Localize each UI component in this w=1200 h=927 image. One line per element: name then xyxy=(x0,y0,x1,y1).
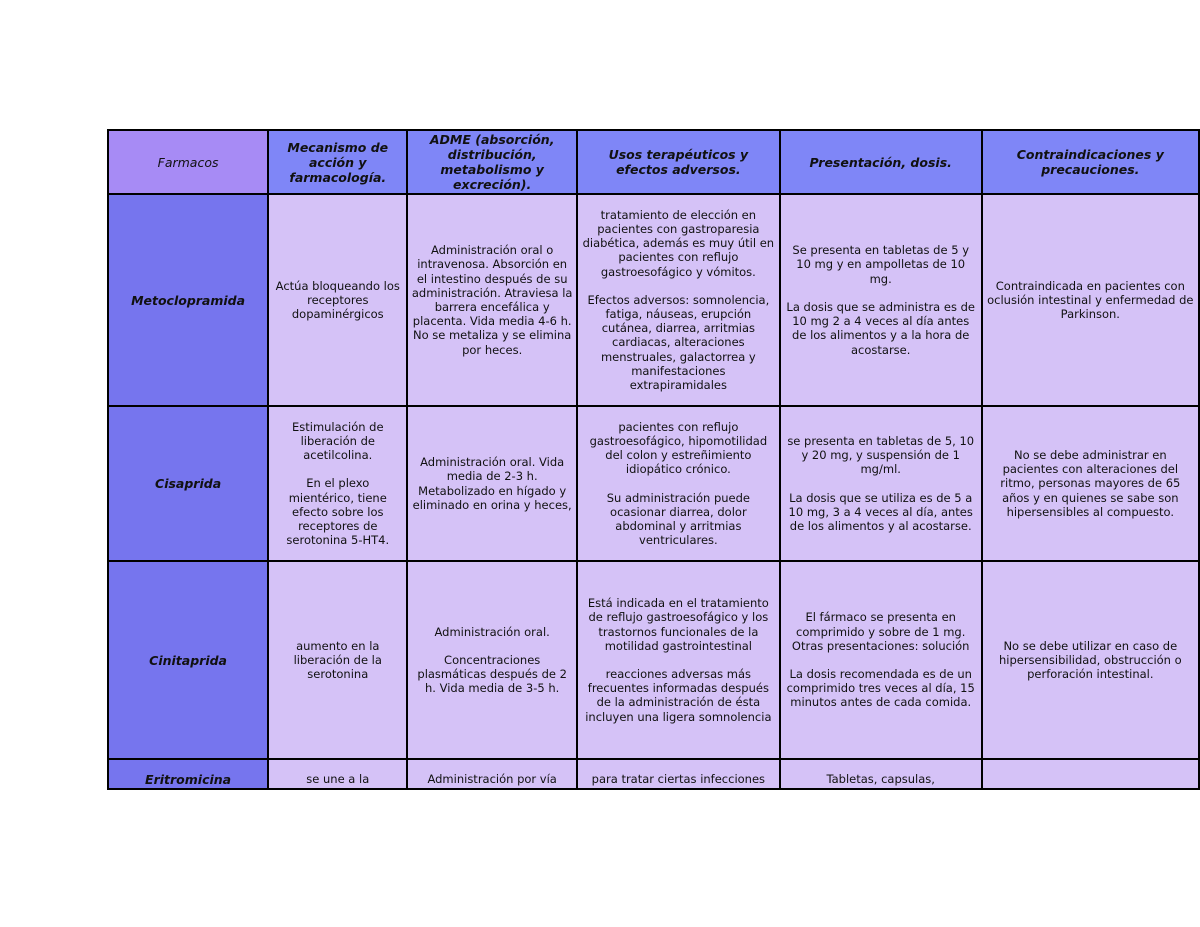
cell-paragraph: se une a la xyxy=(306,772,370,786)
drug-name: Metoclopramida xyxy=(108,194,268,406)
mechanism-cell xyxy=(268,759,407,789)
adme-cell xyxy=(407,406,577,561)
header-mecanismo: Mecanismo de acción y farmacología. xyxy=(268,130,407,194)
dose-cell xyxy=(780,759,982,789)
drug-table xyxy=(107,129,1200,790)
cell-paragraph: No se debe utilizar en caso de hipersensibilidad, obstrucción o perforación intestinal. xyxy=(998,638,1182,682)
contra-cell xyxy=(982,561,1199,759)
cell-paragraph: tratamiento de elección en pacientes con gastroparesia diabética, además es muy útil en pacientes con reflujo gastroesofágico y vómitos. xyxy=(582,207,775,279)
cell-paragraph: se presenta en tabletas de 5, 10 y 20 mg, y suspensión de 1 mg/ml. xyxy=(787,433,975,477)
cell-paragraph: para tratar ciertas infecciones xyxy=(591,772,766,786)
cell-paragraph: reacciones adversas más frecuentes informadas después de la administración de ésta incluyen una ligera somnolencia xyxy=(585,667,772,724)
drug-name: Eritromicina xyxy=(108,759,268,789)
drug-name: Cinitaprida xyxy=(108,561,268,759)
cell-paragraph: Administración oral. Vida media de 2-3 h. Metabolizado en hígado y eliminado en orina y heces, xyxy=(412,455,572,512)
header-farmacos: Farmacos xyxy=(108,130,268,194)
table-row xyxy=(108,406,1199,561)
uses-cell xyxy=(577,561,780,759)
cell-paragraph: Administración por vía xyxy=(427,772,557,786)
cell-paragraph: En el plexo mientérico, tiene efecto sobre los receptores de serotonina 5-HT4. xyxy=(286,476,390,548)
cell-paragraph: Administración oral. xyxy=(434,624,550,639)
cell-paragraph: La dosis que se administra es de 10 mg 2 a 4 veces al día antes de los alimentos y a la hora de acostarse. xyxy=(786,299,975,357)
table-row xyxy=(108,759,1199,789)
adme-cell xyxy=(407,759,577,789)
cell-paragraph: Su administración puede ocasionar diarrea, dolor abdominal y arritmias ventriculares. xyxy=(606,490,750,548)
cell-paragraph: Contraindicada en pacientes con oclusión intestinal y enfermedad de Parkinson. xyxy=(987,278,1194,322)
adme-cell xyxy=(407,561,577,759)
cell-paragraph: aumento en la liberación de la serotonina xyxy=(293,638,382,682)
cell-paragraph: La dosis recomendada es de un comprimido tres veces al día, 15 minutos antes de cada comida. xyxy=(786,667,975,710)
uses-cell xyxy=(577,194,780,406)
table-row xyxy=(108,561,1199,759)
uses-cell xyxy=(577,759,780,789)
contra-cell xyxy=(982,759,1199,789)
cell-paragraph: pacientes con reflujo gastroesofágico, hipomotilidad del colon y estreñimiento idiopático crónico. xyxy=(589,419,768,477)
header-presentacion: Presentación, dosis. xyxy=(780,130,982,194)
dose-cell xyxy=(780,561,982,759)
cell-paragraph: Estimulación de liberación de acetilcolina. xyxy=(291,419,384,463)
header-row xyxy=(108,130,1199,194)
dose-cell xyxy=(780,406,982,561)
cell-paragraph: Tabletas, capsulas, xyxy=(826,772,935,786)
uses-cell xyxy=(577,406,780,561)
dose-cell xyxy=(780,194,982,406)
drug-name: Cisaprida xyxy=(108,406,268,561)
cell-paragraph: Se presenta en tabletas de 5 y 10 mg y en ampolletas de 10 mg. xyxy=(792,243,969,286)
contra-cell xyxy=(982,406,1199,561)
mechanism-cell xyxy=(268,194,407,406)
header-adme: ADME (absorción, distribución, metabolismo y excreción). xyxy=(407,130,577,194)
adme-cell xyxy=(407,194,577,406)
cell-paragraph: No se debe administrar en pacientes con alteraciones del ritmo, personas mayores de 65 años y en quienes se sabe son hipersensibles al compuesto. xyxy=(1000,447,1181,519)
table-row xyxy=(108,194,1199,406)
cell-paragraph: Actúa bloqueando los receptores dopaminérgicos xyxy=(275,278,400,322)
mechanism-cell xyxy=(268,406,407,561)
contra-cell xyxy=(982,194,1199,406)
cell-paragraph: El fármaco se presenta en comprimido y sobre de 1 mg. Otras presentaciones: solución xyxy=(791,610,970,653)
header-usos: Usos terapéuticos y efectos adversos. xyxy=(577,130,780,194)
cell-paragraph: La dosis que se utiliza es de 5 a 10 mg, 3 a 4 veces al día, antes de los alimentos y al acostarse. xyxy=(788,490,973,533)
cell-paragraph: Está indicada en el tratamiento de reflujo gastroesofágico y los trastornos funcionales de la motilidad gastrointestinal xyxy=(587,596,769,653)
cell-paragraph: Administración oral o intravenosa. Absorción en el intestino después de su administración. Atraviesa la barrera encefálica y placenta. Vida media 4-6 h. No se metaliza y se elimina por heces. xyxy=(411,243,573,357)
mechanism-cell xyxy=(268,561,407,759)
cell-paragraph: Efectos adversos: somnolencia, fatiga, náuseas, erupción cutánea, diarrea, arritmias cardiacas, alteraciones menstruales, galactorrea y manifestaciones extrapiramidales xyxy=(587,292,770,393)
cell-paragraph: Concentraciones plasmáticas después de 2 h. Vida media de 3-5 h. xyxy=(417,652,567,696)
header-contraindicaciones: Contraindicaciones y precauciones. xyxy=(982,130,1199,194)
